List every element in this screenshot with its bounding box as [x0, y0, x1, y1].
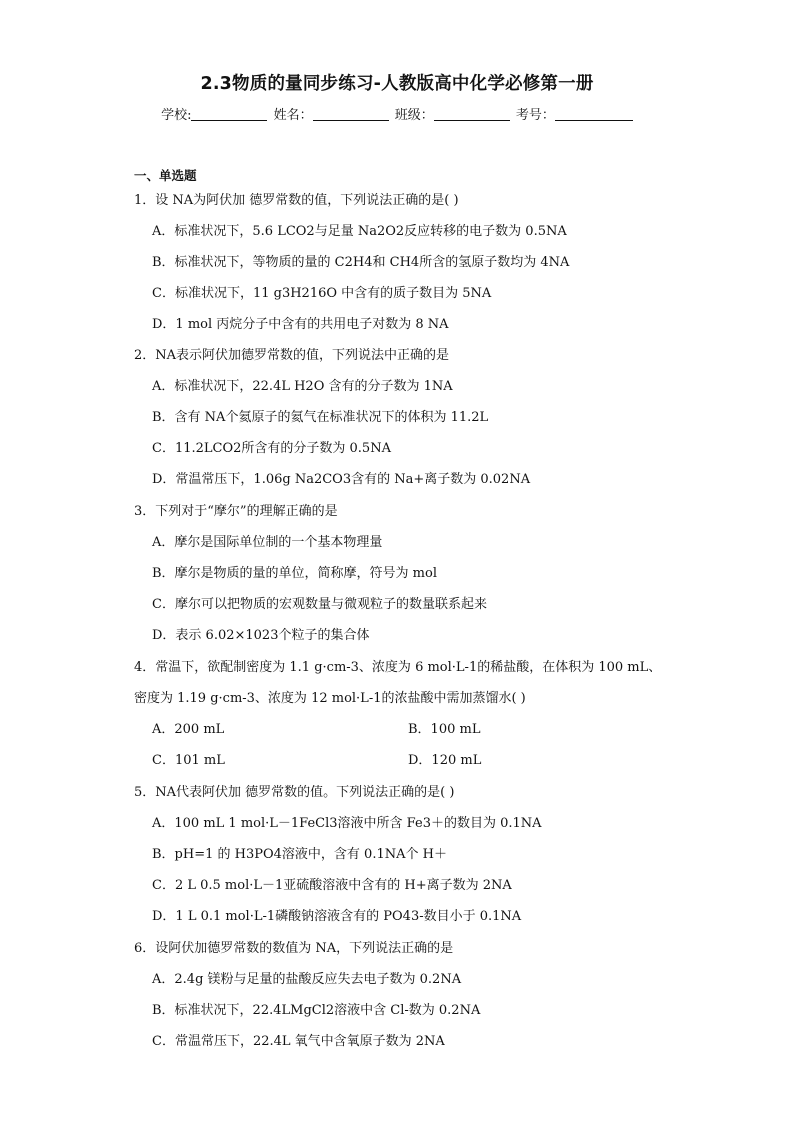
- question-stem: 2．NA表示阿伏加德罗常数的值，下列说法中正确的是: [134, 348, 450, 363]
- option-a: A．标准状况下，22.4L H2O 含有的分子数为 1NA: [152, 379, 453, 394]
- class-label: 班级：: [394, 108, 434, 123]
- exam-no-blank: [555, 107, 633, 121]
- section-heading: 一、单选题: [134, 168, 197, 183]
- option-b: B．摩尔是物质的量的单位，简称摩，符号为 mol: [152, 566, 437, 581]
- question-stem-continued: 密度为 1.19 g·cm-3、浓度为 12 mol·L-1的浓盐酸中需加蒸馏水( ): [134, 691, 526, 706]
- question-stem: 1．设 NA为阿伏加 德罗常数的值，下列说法正确的是( ): [134, 193, 459, 208]
- option-d: D．表示 6.02×1023个粒子的集合体: [152, 628, 370, 643]
- name-label: 姓名：: [273, 108, 313, 123]
- option-c: C．2 L 0.5 mol·L－1亚硫酸溶液中含有的 H+离子数为 2NA: [152, 878, 512, 893]
- option-c: C．摩尔可以把物质的宏观数量与微观粒子的数量联系起来: [152, 597, 487, 612]
- option-a: A．100 mL 1 mol·L－1FeCl3溶液中所含 Fe3＋的数目为 0.1NA: [152, 816, 542, 831]
- option-c: C．常温常压下，22.4L 氧气中含氧原子数为 2NA: [152, 1034, 445, 1049]
- name-blank: [313, 107, 389, 121]
- option-d: D．1 mol 丙烷分子中含有的共用电子对数为 8 NA: [152, 317, 449, 332]
- option-d: D．120 mL: [408, 753, 482, 768]
- option-d: D．1 L 0.1 mol·L-1磷酸钠溶液含有的 PO43-数目小于 0.1NA: [152, 909, 522, 924]
- option-b: B．100 mL: [408, 722, 481, 737]
- option-c: C．101 mL: [152, 753, 225, 768]
- option-a: A．2.4g 镁粉与足量的盐酸反应失去电子数为 0.2NA: [152, 972, 462, 987]
- student-info-line: [0, 104, 794, 123]
- school-blank: [191, 107, 267, 121]
- option-b: B．标准状况下，22.4LMgCl2溶液中含 Cl-数为 0.2NA: [152, 1003, 481, 1018]
- option-b: B．pH=1 的 H3PO4溶液中，含有 0.1NA个 H＋: [152, 847, 447, 862]
- question-stem: 3．下列对于“摩尔”的理解正确的是: [134, 504, 338, 519]
- option-c: C．11.2LCO2所含有的分子数为 0.5NA: [152, 441, 391, 456]
- question-stem: 4．常温下，欲配制密度为 1.1 g·cm-3、浓度为 6 mol·L-1的稀盐酸，在体积为 100 mL、: [134, 660, 662, 675]
- question-stem: 5．NA代表阿伏加 德罗常数的值。下列说法正确的是( ): [134, 785, 455, 800]
- page-title: 2.3物质的量同步练习-人教版高中化学必修第一册: [200, 74, 594, 94]
- class-blank: [434, 107, 510, 121]
- school-label: 学校:: [161, 108, 192, 123]
- question-stem: 6．设阿伏加德罗常数的数值为 NA，下列说法正确的是: [134, 941, 454, 956]
- option-c: C．标准状况下，11 g3H216O 中含有的质子数目为 5NA: [152, 286, 492, 301]
- option-b: B．标准状况下，等物质的量的 C2H4和 CH4所含的氢原子数均为 4NA: [152, 255, 570, 270]
- option-b: B．含有 NA个氦原子的氦气在标准状况下的体积为 11.2L: [152, 410, 489, 425]
- option-d: D．常温常压下，1.06g Na2CO3含有的 Na+离子数为 0.02NA: [152, 472, 531, 487]
- option-a: A．摩尔是国际单位制的一个基本物理量: [152, 535, 383, 550]
- option-a: A．标准状况下，5.6 LCO2与足量 Na2O2反应转移的电子数为 0.5NA: [152, 224, 567, 239]
- exam-no-label: 考号：: [515, 108, 555, 123]
- option-a: A．200 mL: [152, 722, 225, 737]
